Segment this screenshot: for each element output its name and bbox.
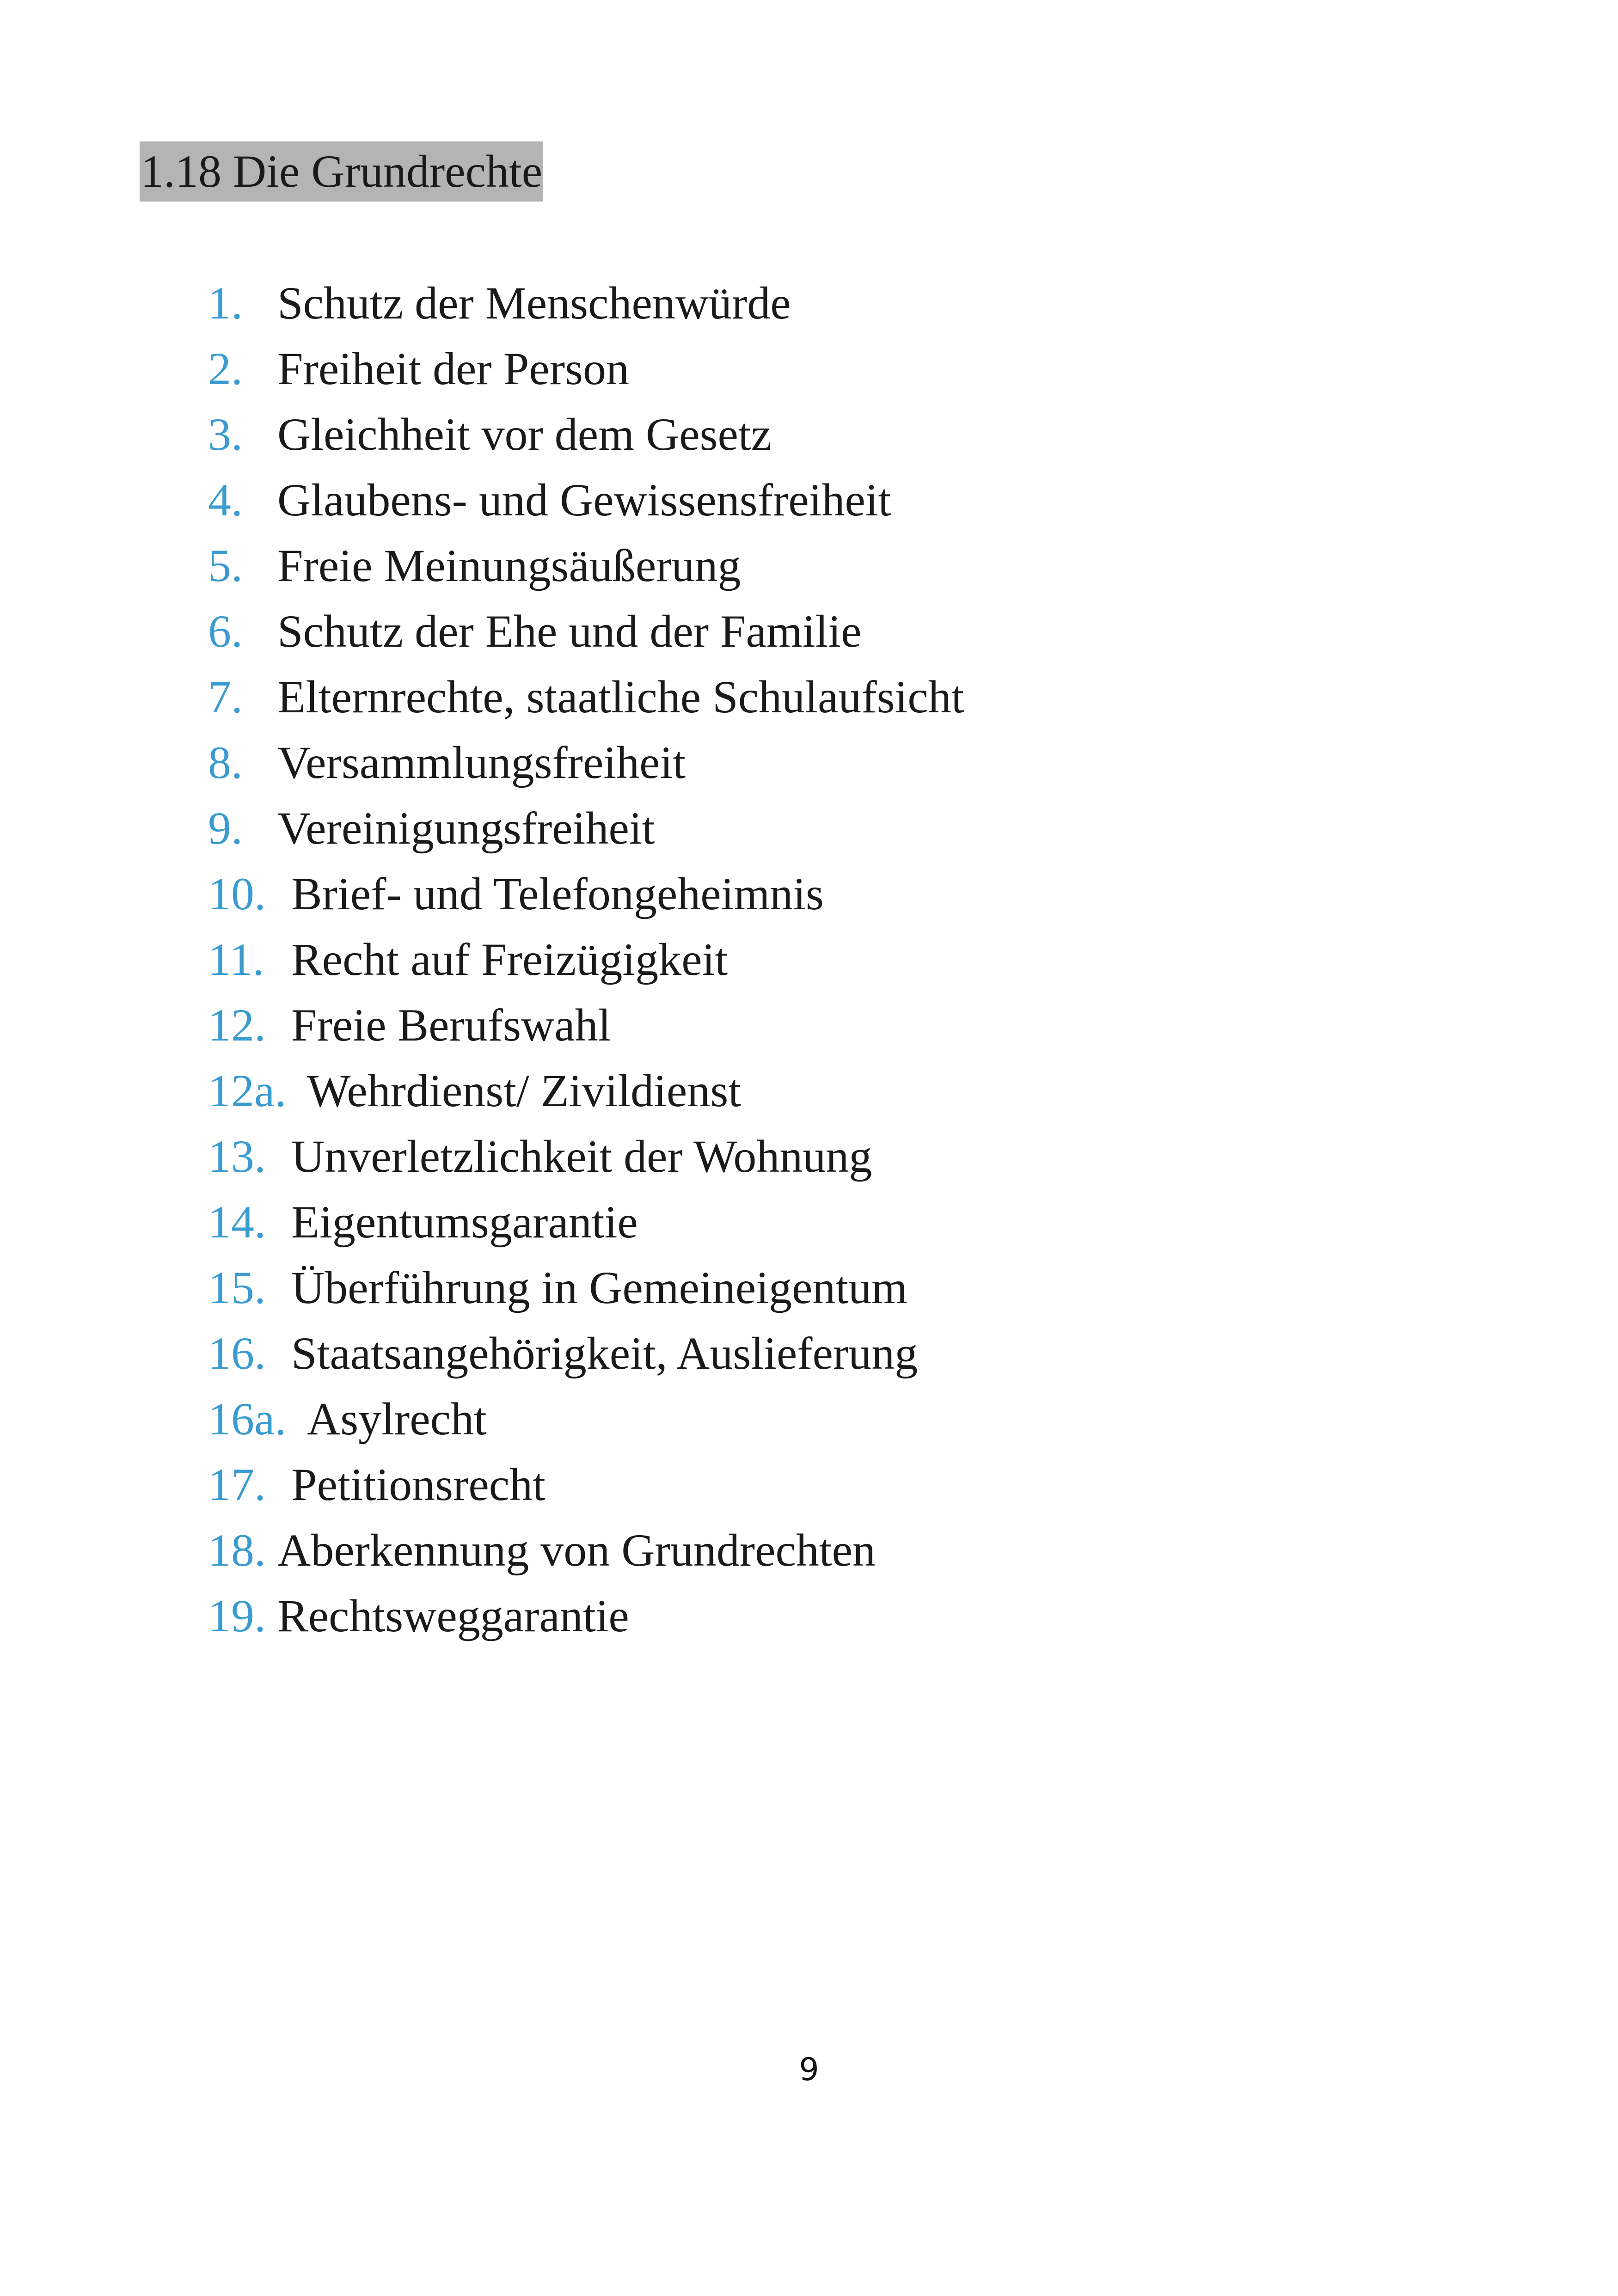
item-number: 9. xyxy=(208,802,243,854)
list-item xyxy=(208,664,964,730)
item-text: Überführung in Gemeineigentum xyxy=(291,1262,907,1313)
list-item xyxy=(208,927,964,992)
item-text: Wehrdienst/ Zivildienst xyxy=(307,1065,742,1116)
list-item xyxy=(208,1189,964,1255)
item-text: Freiheit der Person xyxy=(277,343,629,394)
item-number: 8. xyxy=(208,737,243,788)
item-text: Elternrechte, staatliche Schulaufsicht xyxy=(277,671,964,722)
list-item xyxy=(208,1321,964,1386)
item-number: 1. xyxy=(208,277,243,329)
list-item xyxy=(208,1452,964,1518)
item-number: 12a. xyxy=(208,1065,287,1116)
rights-list xyxy=(208,270,964,1649)
list-item xyxy=(208,270,964,336)
list-item xyxy=(208,533,964,599)
list-item xyxy=(208,402,964,467)
item-number: 10. xyxy=(208,868,266,919)
item-text: Asylrecht xyxy=(307,1393,487,1445)
item-number: 2. xyxy=(208,343,243,394)
item-text: Eigentumsgarantie xyxy=(291,1196,638,1248)
item-number: 12. xyxy=(208,999,266,1051)
list-item xyxy=(208,730,964,796)
list-item xyxy=(208,796,964,861)
list-item xyxy=(208,1386,964,1452)
item-number: 15. xyxy=(208,1262,266,1313)
item-number: 7. xyxy=(208,671,243,722)
item-number: 4. xyxy=(208,474,243,526)
list-item xyxy=(208,599,964,664)
item-number: 16a. xyxy=(208,1393,287,1445)
item-text: Staatsangehörigkeit, Auslieferung xyxy=(291,1328,918,1379)
item-number: 3. xyxy=(208,409,243,460)
item-number: 16. xyxy=(208,1328,266,1379)
item-text: Versammlungsfreiheit xyxy=(277,737,686,788)
list-item xyxy=(208,861,964,927)
item-number: 18. xyxy=(208,1525,266,1576)
list-item xyxy=(208,1058,964,1124)
item-number: 13. xyxy=(208,1131,266,1182)
item-text: Freie Berufswahl xyxy=(291,999,611,1051)
list-item xyxy=(208,1255,964,1321)
item-text: Recht auf Freizügigkeit xyxy=(291,934,728,985)
section-heading: 1.18 Die Grundrechte xyxy=(140,141,543,202)
item-text: Rechtsweggarantie xyxy=(277,1590,629,1641)
item-text: Glaubens- und Gewissensfreiheit xyxy=(277,474,891,526)
list-item xyxy=(208,467,964,533)
item-text: Aberkennung von Grundrechten xyxy=(277,1525,876,1576)
list-item xyxy=(208,992,964,1058)
item-number: 19. xyxy=(208,1590,266,1641)
item-text: Petitionsrecht xyxy=(291,1459,545,1510)
item-text: Brief- und Telefongeheimnis xyxy=(291,868,824,919)
item-text: Vereinigungsfreiheit xyxy=(277,802,655,854)
list-item xyxy=(208,1124,964,1189)
item-text: Gleichheit vor dem Gesetz xyxy=(277,409,772,460)
item-number: 17. xyxy=(208,1459,266,1510)
item-number: 14. xyxy=(208,1196,266,1248)
list-item xyxy=(208,336,964,402)
item-number: 5. xyxy=(208,540,243,591)
item-number: 6. xyxy=(208,606,243,657)
list-item xyxy=(208,1518,964,1583)
item-text: Unverletzlichkeit der Wohnung xyxy=(291,1131,872,1182)
item-number: 11. xyxy=(208,934,264,985)
item-text: Schutz der Menschenwürde xyxy=(277,277,791,329)
page-number: 9 xyxy=(799,2051,819,2088)
list-item xyxy=(208,1583,964,1649)
item-text: Schutz der Ehe und der Familie xyxy=(277,606,862,657)
item-text: Freie Meinungsäußerung xyxy=(277,540,741,591)
